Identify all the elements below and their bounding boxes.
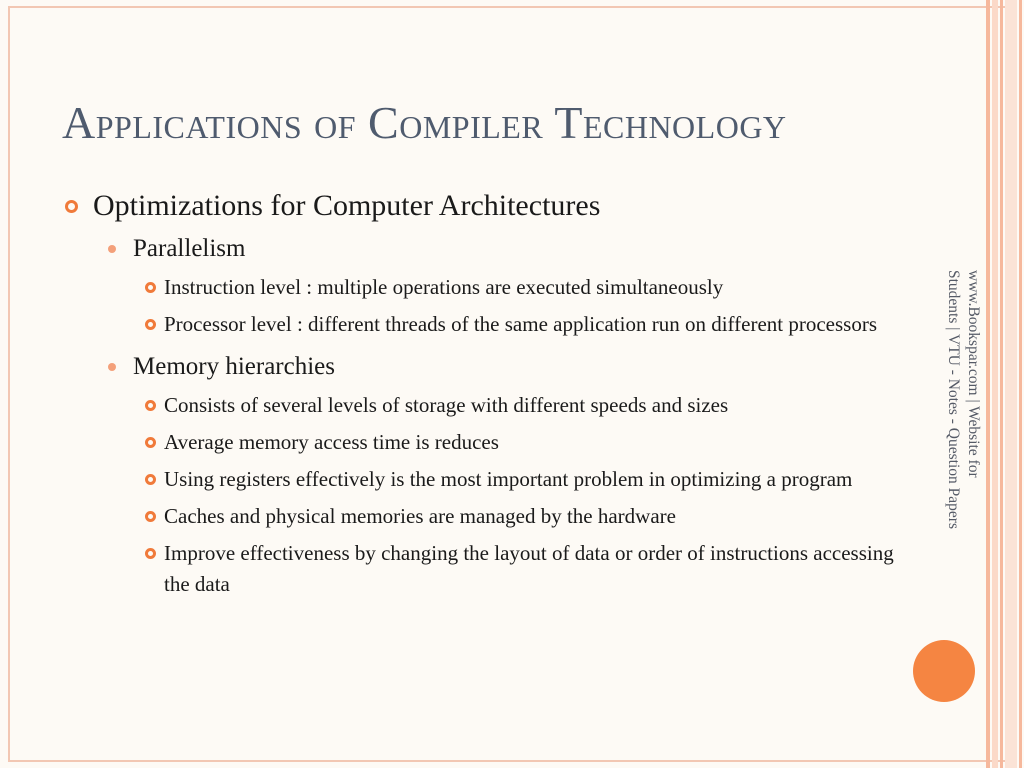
bullet-list: [64, 184, 924, 600]
slide-title: Applications of Compiler Technology: [62, 97, 787, 148]
ring-bullet-icon: [145, 319, 156, 330]
bullet-item-level2: [64, 232, 924, 266]
bullet-text: Processor level : different threads of the same application run on different processors: [164, 312, 877, 336]
bullet-item-level2: [64, 350, 924, 384]
dot-bullet-icon: [108, 245, 116, 253]
ring-bullet-icon: [145, 474, 156, 485]
decorative-stripe: [1000, 0, 1003, 768]
ring-bullet-icon: [145, 437, 156, 448]
decorative-stripe: [986, 0, 990, 768]
decorative-stripe: [992, 0, 998, 768]
bullet-text: Memory hierarchies: [133, 353, 336, 380]
bullet-item-level3: [64, 538, 924, 600]
side-text-line1: www.Bookspar.com | Website for: [965, 270, 982, 478]
bullet-text: Parallelism: [133, 235, 246, 262]
ring-bullet-icon: [65, 200, 78, 213]
decorative-stripe: [1005, 0, 1017, 768]
side-text-line2: Students | VTU - Notes - Question Papers: [945, 270, 962, 529]
bullet-text: Improve effectiveness by changing the layout of data or order of instructions accessing the data: [164, 541, 894, 596]
dot-bullet-icon: [108, 363, 116, 371]
bullet-item-level3: [64, 501, 924, 532]
ring-bullet-icon: [145, 511, 156, 522]
side-watermark-text: [939, 270, 983, 610]
bullet-item-level3: [64, 464, 924, 495]
bullet-text: Instruction level : multiple operations are executed simultaneously: [164, 275, 724, 299]
bullet-item-level3: [64, 272, 924, 303]
bullet-item-level3: [64, 309, 924, 340]
ring-bullet-icon: [145, 400, 156, 411]
ring-bullet-icon: [145, 548, 156, 559]
bullet-text: Using registers effectively is the most important problem in optimizing a program: [164, 467, 853, 491]
bullet-item-level1: [64, 184, 924, 228]
bullet-text: Consists of several levels of storage with different speeds and sizes: [164, 393, 729, 417]
decorative-circle: [913, 640, 975, 702]
decorative-stripe: [1019, 0, 1022, 768]
bullet-item-level3: [64, 390, 924, 421]
bullet-text: Caches and physical memories are managed by the hardware: [164, 504, 676, 528]
bullet-text: Average memory access time is reduces: [164, 430, 499, 454]
ring-bullet-icon: [145, 282, 156, 293]
bullet-text: Optimizations for Computer Architectures: [93, 189, 601, 222]
bullet-item-level3: [64, 427, 924, 458]
